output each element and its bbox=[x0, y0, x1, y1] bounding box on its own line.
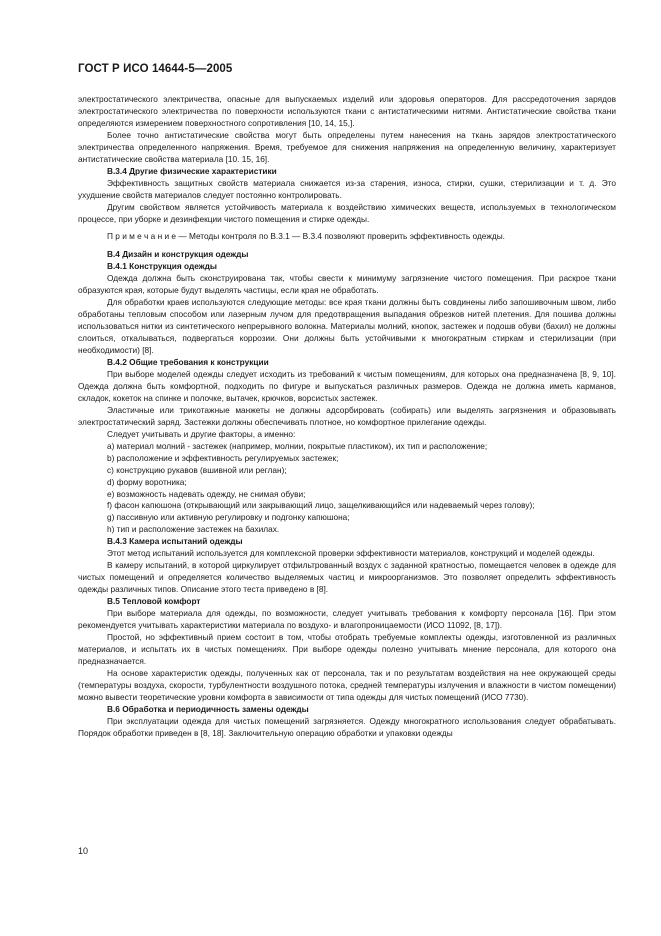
body-paragraph: электростатического электричества, опасные для выпускаемых изделий или здоровья операторов. Для рассредоточения зарядов электростатического электричества по поверхности используются ткани с антистатическими нитями. Антистатические свойства ткани определяются измерением поверхностного сопротивления [10, 14, 15,]. bbox=[78, 94, 616, 128]
body-paragraph: Этот метод испытаний используется для комплексной проверки эффективности материалов, конструкций и моделей одежды. bbox=[107, 548, 595, 559]
body-paragraph: Эффективность защитных свойств материала снижается из-за старения, износа, стирки, сушки, стерилизации и т. д. Это ухудшение свойств материалов следует постоянно контролировать. bbox=[78, 177, 616, 200]
body-paragraph: f) фасон капюшона (открывающий или закрывающий лицо, защелкивающийся или надеваемый через голову); bbox=[107, 500, 535, 511]
document-header: ГОСТ Р ИСО 14644-5—2005 bbox=[78, 63, 233, 75]
body-paragraph: Другим свойством является устойчивость материала к воздействию химических веществ, используемых в технологическом процессе, при уборке и дезинфекции чистого помещения и стирке одежды. bbox=[78, 201, 616, 224]
section-heading: В.4 Дизайн и конструкция одежды bbox=[107, 249, 249, 260]
body-paragraph: Для обработки краев используются следующие методы: все края ткани должны быть совдинены либо запошивочным швом, либо обработаны тепловым способом или лазерным лучом для предотвращения выпадания обрезков нитей плетения. Для пошива должны использоваться нитки из синтетического непрерывного волокна. Материалы молний, кнопок, застежек и подошв обуви (бахил) не должны слоиться, откалываться, подвергаться коррозии. Они должны быть устойчивыми к многократным стиркам и стерилизации (при необходимости) [8]. bbox=[78, 297, 616, 356]
body-paragraph: b) расположение и эффективность регулируемых застежек; bbox=[107, 452, 339, 463]
body-paragraph: а) материал молний - застежек (например, молнии, покрытые пластиком), их тип и расположение; bbox=[107, 440, 488, 451]
body-paragraph: h) тип и расположение застежек на бахилах. bbox=[107, 524, 280, 535]
section-heading: В.4.2 Общие требования к конструкции bbox=[107, 357, 269, 368]
body-paragraph: На основе характеристик одежды, полученных как от персонала, так и по результатам воздействия на нее окружающей среды (температуры воздуха, скорости, турбулентности воздушного потока, средней температуры излучения и влажности в чистом помещении) можно вывести теоретические уровни комфорта в зависимости от типа одежды для чистых помещений (ИСО 7730). bbox=[78, 667, 616, 702]
section-heading: В.4.3 Камера испытаний одежды bbox=[107, 536, 243, 547]
note-paragraph: П р и м е ч а н и е — Методы контроля по В.3.1 — В.3.4 позволяют проверить эффективность одежды. bbox=[107, 231, 505, 242]
body-paragraph: e) возможность надевать одежду, не снимая обуви; bbox=[107, 488, 306, 499]
section-heading: В.3.4 Другие физические характеристики bbox=[107, 165, 277, 176]
section-heading: В.4.1 Конструкция одежды bbox=[107, 261, 217, 272]
body-paragraph: g) пассивную или активную регулировку и подгонку капюшона; bbox=[107, 512, 350, 523]
body-paragraph: В камеру испытаний, в которой циркулирует отфильтрованный воздух с заданной кратностью, помещается человек в одежде для чистых помещений и определяется количество выделяемых частиц и микроорганизмов. Это позволяет определить эффективность одежды различных типов. Описание этого теста приведено в [8]. bbox=[78, 560, 616, 595]
section-heading: В.5 Тепловой комфорт bbox=[107, 596, 201, 607]
body-paragraph: При выборе материала для одежды, по возможности, следует учитывать требования к комфорту персонала [16]. При этом рекомендуется учитывать характеристики материала по воздухо- и влагопроницаемости (ИСО 11092, [8, 17]). bbox=[78, 608, 616, 630]
body-paragraph: c) конструкцию рукавов (вшивной или реглан); bbox=[107, 464, 287, 475]
body-paragraph: При эксплуатации одежда для чистых помещений загрязняется. Одежду многократного использования следует обрабатывать. Порядок обработки приведен в [8, 18]. Заключительную операцию обработки и упаковки одежды bbox=[78, 715, 616, 738]
body-paragraph: Более точно антистатические свойства могут быть определены путем нанесения на ткань зарядов электростатического электричества определенного напряжения. Время, требуемое для снижения напряжения на определенную величину, характеризует антистатические свойства материала [10. 15, 16]. bbox=[78, 129, 616, 164]
section-heading: В.6 Обработка и периодичность замены одежды bbox=[107, 703, 309, 714]
body-paragraph: Простой, но эффективный прием состоит в том, чтобы отобрать требуемые комплекты одежды, изготовленной из различных материалов, и испытать их в чистых помещениях. При выборе одежды полезно учитывать мнение персонала, для которого она предназначается. bbox=[78, 631, 616, 666]
body-paragraph: Одежда должна быть сконструирована так, чтобы свести к минимуму загрязнение чистого помещения. При раскрое ткани образуются края, которые будут выделять частицы, если края не обработать. bbox=[78, 273, 616, 296]
body-paragraph: d) форму воротника; bbox=[107, 476, 187, 487]
page-number: 10 bbox=[78, 846, 89, 856]
document-body bbox=[78, 94, 616, 740]
body-paragraph: Следует учитывать и другие факторы, а именно: bbox=[107, 428, 296, 439]
body-paragraph: При выборе моделей одежды следует исходить из требований к чистым помещениям, для которых она предназначена [8, 9, 10]. Одежда должна быть комфортной, подходить по фигуре и выпускаться различных размеров. Одежда не должна иметь карманов, складок, кокеток на спинке и полочке, вытачек, крючков, ворсистых застежек. bbox=[78, 368, 616, 403]
body-paragraph: Эластичные или трикотажные манжеты не должны адсорбировать (собирать) или выделять загрязнения и образовывать электростатический заряд. Застежки должны обеспечивать плотное, но комфортное прилегание одежды. bbox=[78, 404, 616, 427]
